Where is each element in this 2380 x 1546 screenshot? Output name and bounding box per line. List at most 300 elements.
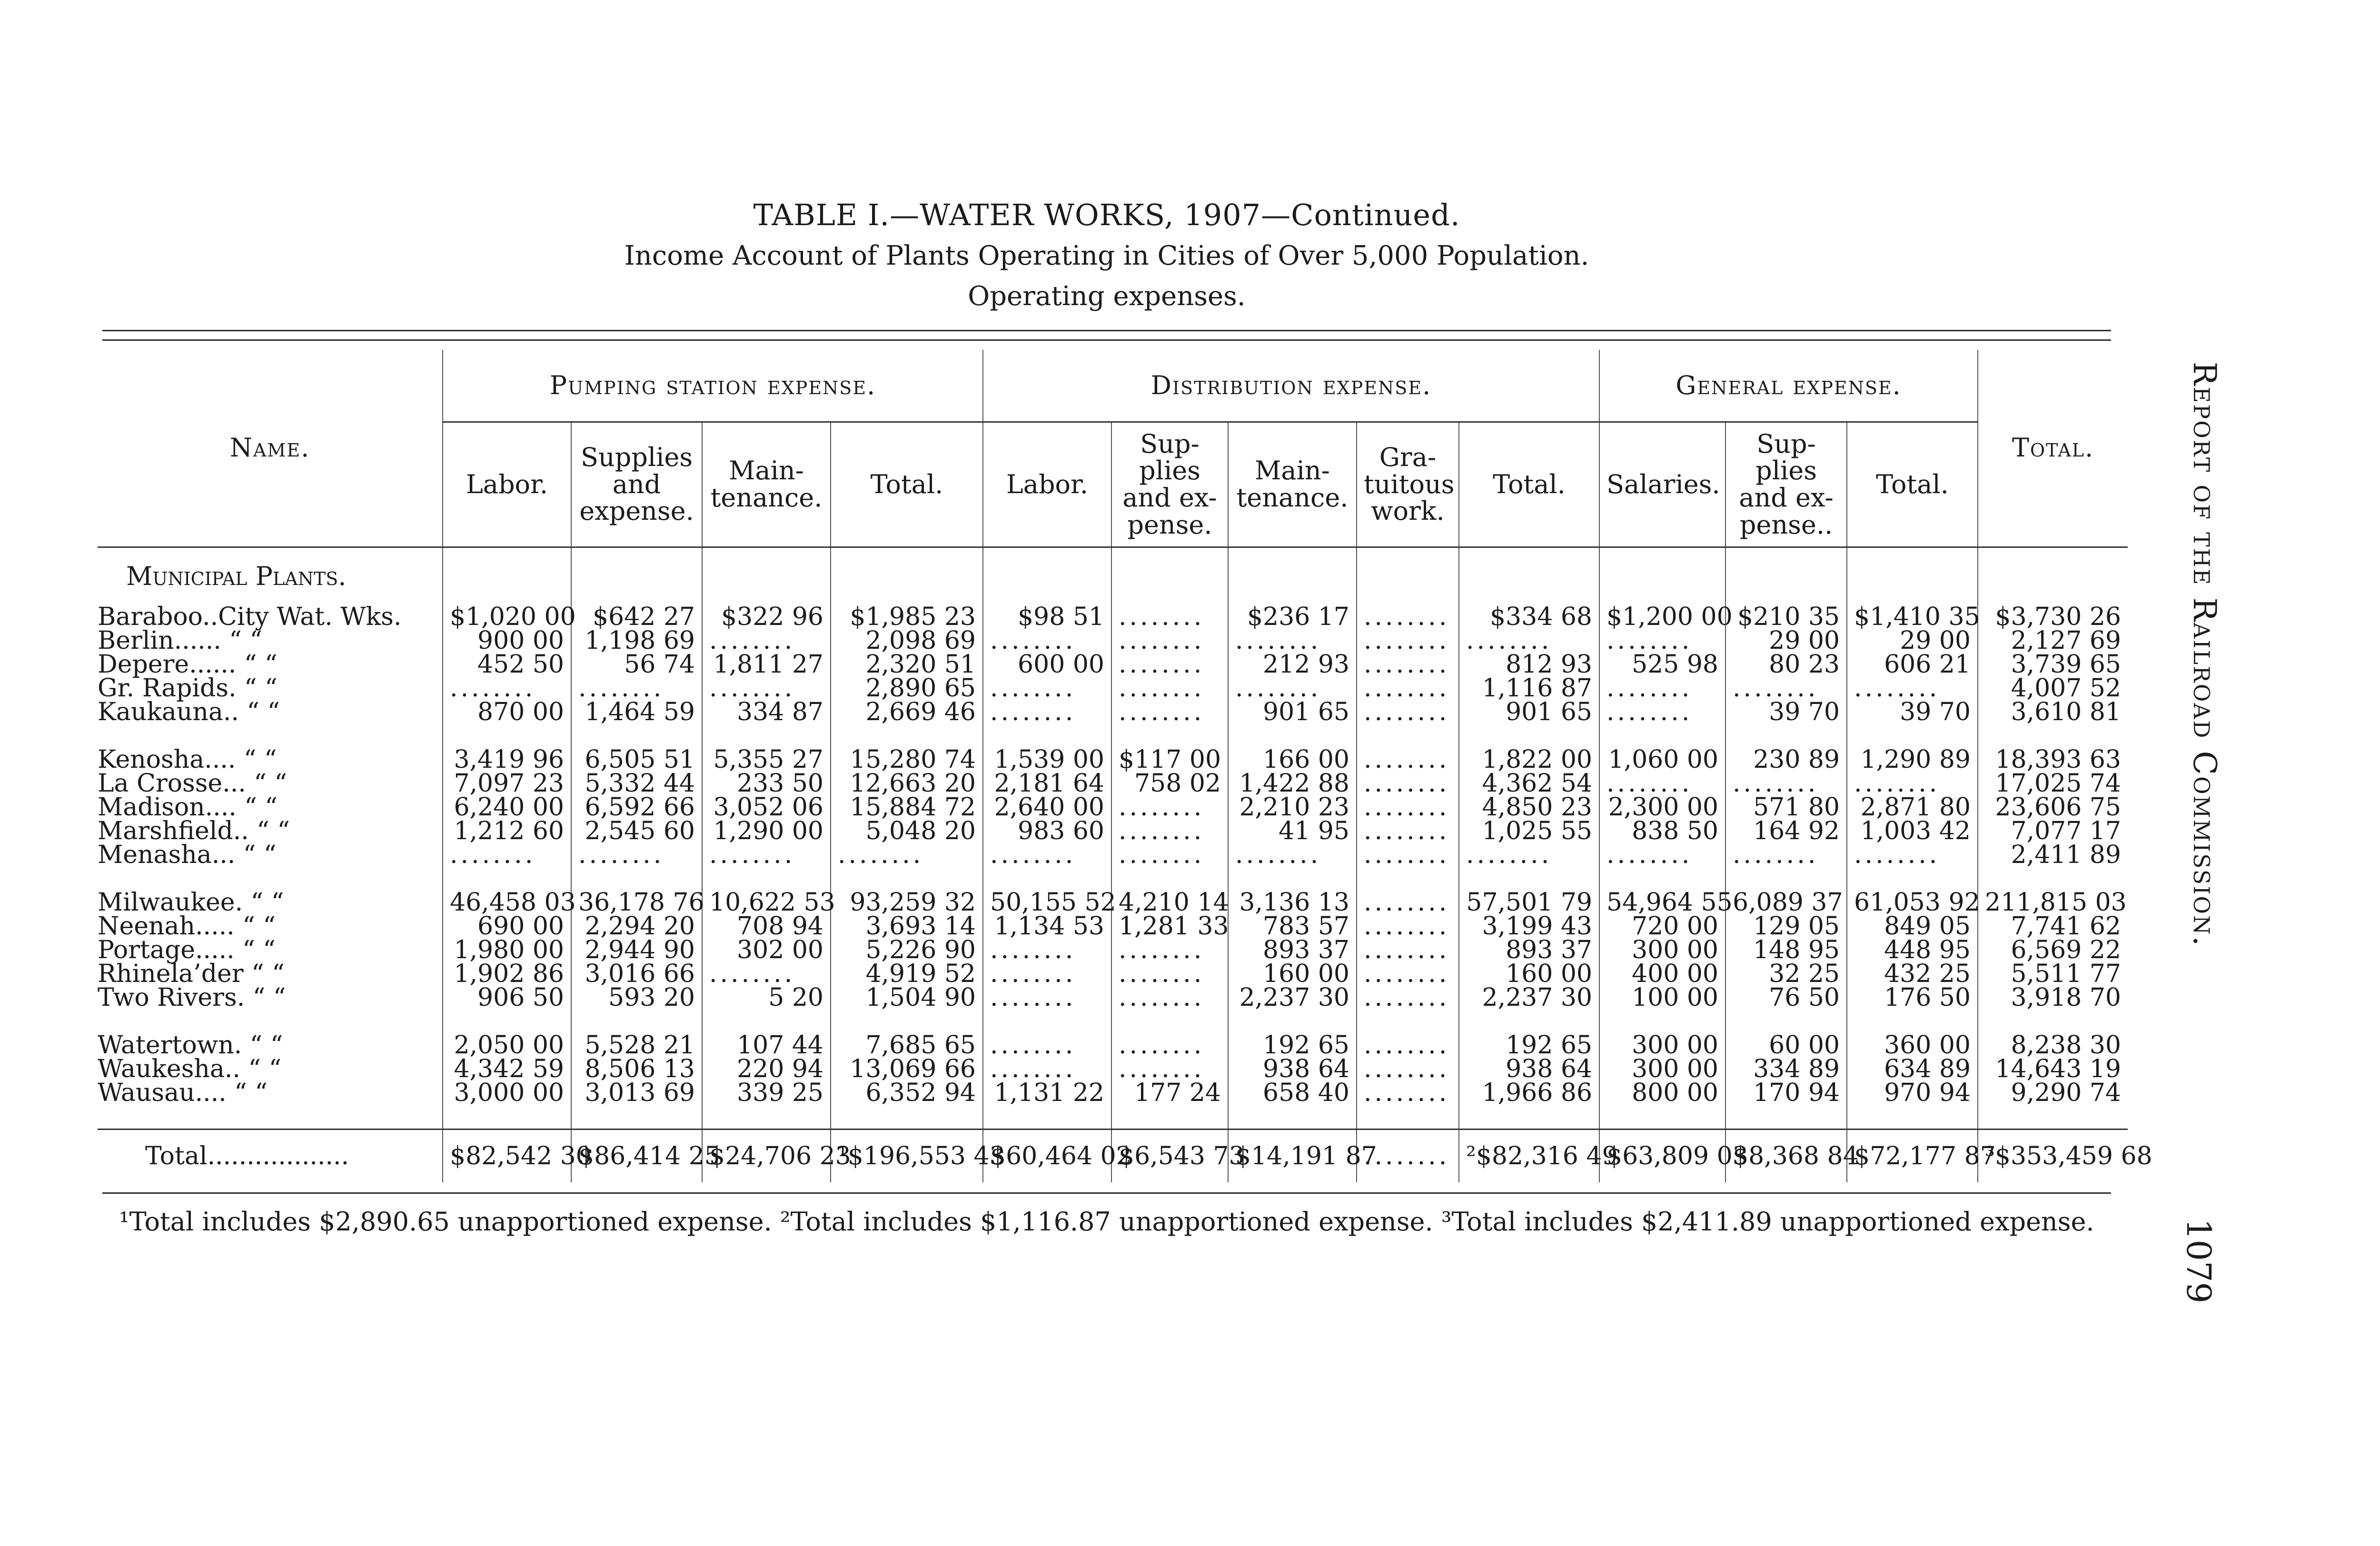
grand-total-cell: 3,918 70 [1978,986,2128,1010]
distribution-supplies-total-cell: $6,543 73 [1111,1130,1228,1183]
grand-total-cell: 2,127 69 [1978,629,2128,653]
pumping-supplies-cell: ........ [571,843,702,867]
distribution-total-cell: 1,116 87 [1459,676,1599,700]
pumping-maintenance-cell: 5 20 [702,986,831,1010]
table-row [98,748,2128,772]
distribution-supplies-header: Sup-plies and ex-pense. [1111,422,1228,547]
general-total-cell: 360 00 [1847,1033,1978,1057]
distribution-labor-cell: ........ [983,1057,1111,1081]
general-supplies-cell: 60 00 [1726,1033,1847,1057]
distribution-labor-total-cell: $60,464 02 [983,1130,1111,1183]
pumping-supplies-cell: 3,016 66 [571,962,702,986]
name-cell: Madison.... “ “ [98,793,278,822]
general-supplies-cell: ........ [1726,676,1847,700]
distribution-maintenance-cell: 783 57 [1228,914,1357,938]
distribution-supplies-cell: ........ [1111,819,1228,843]
distribution-labor-cell: ........ [983,676,1111,700]
distribution-maintenance-cell: 893 37 [1228,938,1357,962]
distribution-gratuitous-cell: ........ [1357,938,1459,962]
pumping-maintenance-cell: $322 96 [702,605,831,629]
grand-total-cell: 14,643 19 [1978,1057,2128,1081]
general-total-cell: 61,053 92 [1847,891,1978,914]
pumping-maintenance-header: Main-tenance. [702,422,831,547]
general-supplies-cell: 6,089 37 [1726,891,1847,914]
general-total-cell: 606 21 [1847,653,1978,676]
pumping-maintenance-cell: 5,355 27 [702,748,831,772]
general-salaries-cell: ........ [1599,676,1726,700]
table-row [98,819,2128,843]
pumping-total-cell: 2,320 51 [831,653,983,676]
general-total-cell: ........ [1847,772,1978,795]
distribution-supplies-cell: ........ [1111,843,1228,867]
table-row [98,986,2128,1010]
pumping-total-cell: 15,884 72 [831,795,983,819]
distribution-maintenance-cell: 1,422 88 [1228,772,1357,795]
general-salaries-total-cell: $63,809 03 [1599,1130,1726,1183]
distribution-maintenance-cell: 41 95 [1228,819,1357,843]
name-cell: Kaukauna.. “ “ [98,698,280,726]
table-row [98,1057,2128,1081]
pumping-maintenance-cell: 1,811 27 [702,653,831,676]
pumping-maintenance-cell: ........ [702,962,831,986]
pumping-labor-cell: 3,419 96 [443,748,571,772]
grand-total-cell: 6,569 22 [1978,938,2128,962]
table-row [98,1081,2128,1105]
name-total-cell: Total.................. [98,1130,443,1183]
general-supplies-cell: 80 23 [1726,653,1847,676]
name-cell: La Crosse... “ “ [98,769,287,798]
general-salaries-cell: 525 98 [1599,653,1726,676]
distribution-maintenance-cell: ........ [1228,676,1357,700]
operating-expenses-table [98,350,2152,1182]
pumping-supplies-cell: 56 74 [571,653,702,676]
distribution-maintenance-cell: 212 93 [1228,653,1357,676]
pumping-supplies-total-cell: $86,414 25 [571,1130,702,1183]
distribution-gratuitous-cell: ........ [1357,676,1459,700]
table-title: TABLE I.—WATER WORKS, 1907—Continued. [753,198,1460,232]
table-row [98,700,2128,724]
distribution-total-cell: 812 93 [1459,653,1599,676]
general-supplies-cell: 571 80 [1726,795,1847,819]
pumping-total-cell: 12,663 20 [831,772,983,795]
distribution-supplies-cell: 4,210 14 [1111,891,1228,914]
name-cell: Milwaukee. “ “ [98,888,284,917]
general-total-cell: 39 70 [1847,700,1978,724]
grand-total-cell: 211,815 03 [1978,891,2128,914]
table-row [98,772,2128,795]
pumping-labor-cell: 4,342 59 [443,1057,571,1081]
distribution-gratuitous-cell: ........ [1357,914,1459,938]
distribution-labor-cell: 1,134 53 [983,914,1111,938]
distribution-total-cell: ........ [1459,843,1599,867]
distribution-maintenance-cell: 658 40 [1228,1081,1357,1105]
pumping-supplies-cell: 2,294 20 [571,914,702,938]
distribution-gratuitous-cell: ........ [1357,748,1459,772]
distribution-total-cell: 901 65 [1459,700,1599,724]
grand-total-cell: 7,077 17 [1978,819,2128,843]
distribution-maintenance-cell: 2,237 30 [1228,986,1357,1010]
pumping-labor-total-cell: $82,542 30 [443,1130,571,1183]
general-salaries-cell: ........ [1599,772,1726,795]
pumping-total-cell: 7,685 65 [831,1033,983,1057]
general-supplies-cell: 39 70 [1726,700,1847,724]
distribution-gratuitous-cell: ........ [1357,653,1459,676]
general-total-cell: 849 05 [1847,914,1978,938]
pumping-total-cell: 13,069 66 [831,1057,983,1081]
name-cell: Kenosha.... “ “ [98,745,277,774]
distribution-supplies-cell: $117 00 [1111,748,1228,772]
distribution-labor-cell: 600 00 [983,653,1111,676]
general-total-cell: 2,871 80 [1847,795,1978,819]
distribution-labor-cell: ........ [983,629,1111,653]
distribution-labor-cell: 50,155 52 [983,891,1111,914]
distribution-supplies-cell: 1,281 33 [1111,914,1228,938]
name-cell: Marshfield.. “ “ [98,817,290,845]
table-row [98,676,2128,700]
distribution-maintenance-cell: 2,210 23 [1228,795,1357,819]
distribution-total-cell: 938 64 [1459,1057,1599,1081]
distribution-supplies-cell: 177 24 [1111,1081,1228,1105]
table-row [98,653,2128,676]
general-salaries-cell: 838 50 [1599,819,1726,843]
pumping-maintenance-cell: 3,052 06 [702,795,831,819]
general-total-cell: $1,410 35 [1847,605,1978,629]
pumping-maintenance-cell: ........ [702,629,831,653]
grand-total-header: Total. [1978,350,2128,547]
distribution-supplies-cell: ........ [1111,962,1228,986]
pumping-supplies-cell: 1,464 59 [571,700,702,724]
table-subtitle-operating: Operating expenses. [968,281,1246,312]
distribution-supplies-cell: ........ [1111,795,1228,819]
spacer-row [98,867,2128,891]
distribution-labor-cell: ........ [983,986,1111,1010]
distribution-gratuitous-total-cell: ........ [1357,1130,1459,1183]
distribution-labor-cell: ........ [983,843,1111,867]
general-salaries-cell: 300 00 [1599,1057,1726,1081]
pumping-supplies-header: Supplies and expense. [571,422,702,547]
distribution-gratuitous-cell: ........ [1357,1081,1459,1105]
name-cell: Gr. Rapids. “ “ [98,674,278,703]
name-cell: Neenah..... “ “ [98,912,276,941]
table-row [98,891,2128,914]
distribution-total-header: Total. [1459,422,1599,547]
distribution-gratuitous-cell: ........ [1357,1033,1459,1057]
distribution-supplies-cell: 758 02 [1111,772,1228,795]
name-cell: Two Rivers. “ “ [98,983,286,1012]
distribution-labor-cell: 1,539 00 [983,748,1111,772]
distribution-maintenance-cell: 901 65 [1228,700,1357,724]
pumping-labor-cell: ........ [443,843,571,867]
general-salaries-cell: ........ [1599,700,1726,724]
distribution-total-cell: 160 00 [1459,962,1599,986]
general-salaries-cell: 2,300 00 [1599,795,1726,819]
general-total-cell: 176 50 [1847,986,1978,1010]
pumping-labor-cell: 900 00 [443,629,571,653]
grand-total-total-cell: ³$353,459 68 [1978,1130,2128,1183]
distribution-total-cell: 3,199 43 [1459,914,1599,938]
general-supplies-cell: ........ [1726,843,1847,867]
general-total-header: Total. [1847,422,1978,547]
distribution-gratuitous-cell: ........ [1357,986,1459,1010]
pumping-labor-cell: 690 00 [443,914,571,938]
grand-total-cell: 7,741 62 [1978,914,2128,938]
general-salaries-cell: 54,964 55 [1599,891,1726,914]
distribution-supplies-cell: ........ [1111,938,1228,962]
distribution-total-cell: $334 68 [1459,605,1599,629]
pumping-supplies-cell: 2,944 90 [571,938,702,962]
distribution-total-cell: 4,850 23 [1459,795,1599,819]
general-header: General expense. [1599,350,1978,422]
pumping-labor-cell: 870 00 [443,700,571,724]
grand-total-cell: 2,411 89 [1978,843,2128,867]
general-total-cell: 448 95 [1847,938,1978,962]
pumping-supplies-cell: ........ [571,676,702,700]
table-row [98,914,2128,938]
pumping-supplies-cell: 5,528 21 [571,1033,702,1057]
distribution-total-total-cell: ²$82,316 49 [1459,1130,1599,1183]
pumping-total-cell: 1,504 90 [831,986,983,1010]
distribution-labor-cell: ........ [983,700,1111,724]
pumping-supplies-cell: 6,592 66 [571,795,702,819]
distribution-maintenance-cell: ........ [1228,629,1357,653]
general-salaries-cell: 1,060 00 [1599,748,1726,772]
totals-row [98,1130,2128,1183]
distribution-gratuitous-cell: ........ [1357,1057,1459,1081]
distribution-gratuitous-cell: ........ [1357,772,1459,795]
general-salaries-cell: 720 00 [1599,914,1726,938]
general-salaries-cell: ........ [1599,629,1726,653]
pumping-total-cell: ........ [831,843,983,867]
distribution-maintenance-cell: 166 00 [1228,748,1357,772]
pumping-maintenance-cell: ........ [702,843,831,867]
pumping-labor-cell: ........ [443,676,571,700]
name-cell: Waukesha.. “ “ [98,1055,282,1083]
general-salaries-cell: 300 00 [1599,938,1726,962]
section-label: Municipal Plants. [126,561,347,591]
general-supplies-header: Sup-plies and ex-pense.. [1726,422,1847,547]
distribution-gratuitous-cell: ........ [1357,629,1459,653]
general-total-cell: 634 89 [1847,1057,1978,1081]
bottom-rule [102,1192,2111,1194]
general-salaries-cell: ........ [1599,843,1726,867]
grand-total-cell: 8,238 30 [1978,1033,2128,1057]
general-supplies-cell: $210 35 [1726,605,1847,629]
spacer-row [98,724,2128,748]
pumping-total-total-cell: ¹$196,553 43 [831,1130,983,1183]
table-row [98,938,2128,962]
distribution-header: Distribution expense. [983,350,1599,422]
general-salaries-cell: $1,200 00 [1599,605,1726,629]
pumping-labor-cell: 3,000 00 [443,1081,571,1105]
page-number: 1079 [2179,1219,2218,1304]
general-supplies-cell: ........ [1726,772,1847,795]
distribution-labor-cell: ........ [983,1033,1111,1057]
general-supplies-cell: 164 92 [1726,819,1847,843]
pumping-total-cell: 15,280 74 [831,748,983,772]
distribution-gratuitous-cell: ........ [1357,843,1459,867]
distribution-total-cell: 192 65 [1459,1033,1599,1057]
table-row [98,605,2128,629]
distribution-labor-cell: ........ [983,962,1111,986]
expense-table-container [98,350,2152,1182]
general-supplies-cell: 230 89 [1726,748,1847,772]
distribution-labor-cell: ........ [983,938,1111,962]
distribution-supplies-cell: ........ [1111,986,1228,1010]
general-salaries-cell: 400 00 [1599,962,1726,986]
name-cell: Berlin...... “ “ [98,626,262,655]
pumping-labor-cell: 906 50 [443,986,571,1010]
top-rule [102,330,2111,331]
grand-total-cell: 23,606 75 [1978,795,2128,819]
distribution-labor-cell: 2,181 64 [983,772,1111,795]
distribution-maintenance-cell: 192 65 [1228,1033,1357,1057]
distribution-gratuitous-cell: ........ [1357,795,1459,819]
distribution-maintenance-cell: 3,136 13 [1228,891,1357,914]
distribution-supplies-cell: ........ [1111,1033,1228,1057]
pumping-labor-cell: 1,980 00 [443,938,571,962]
distribution-maintenance-header: Main-tenance. [1228,422,1357,547]
general-supplies-cell: 148 95 [1726,938,1847,962]
name-cell: Watertown. “ “ [98,1031,283,1060]
pumping-maintenance-cell: 334 87 [702,700,831,724]
grand-total-cell: 3,610 81 [1978,700,2128,724]
pumping-station-header: Pumping station expense. [443,350,983,422]
general-total-cell: ........ [1847,676,1978,700]
general-salaries-header: Salaries. [1599,422,1726,547]
general-total-cell: 1,290 89 [1847,748,1978,772]
name-cell: Baraboo..City Wat. Wks. [98,603,402,631]
distribution-maintenance-cell: 160 00 [1228,962,1357,986]
general-total-total-cell: $72,177 87 [1847,1130,1978,1183]
distribution-total-cell: ........ [1459,629,1599,653]
distribution-total-cell: 4,362 54 [1459,772,1599,795]
name-cell: Wausau.... “ “ [98,1079,268,1107]
pumping-maintenance-cell: 339 25 [702,1081,831,1105]
table-subtitle: Income Account of Plants Operating in Cities of Over 5,000 Population. [624,240,1589,271]
table-row [98,795,2128,819]
general-total-cell: 29 00 [1847,629,1978,653]
general-total-cell: 1,003 42 [1847,819,1978,843]
distribution-supplies-cell: ........ [1111,700,1228,724]
distribution-supplies-cell: ........ [1111,629,1228,653]
distribution-maintenance-cell: 938 64 [1228,1057,1357,1081]
general-salaries-cell: 300 00 [1599,1033,1726,1057]
top-rule-double [102,339,2111,341]
pumping-maintenance-cell: ........ [702,676,831,700]
pumping-supplies-cell: 3,013 69 [571,1081,702,1105]
general-salaries-cell: 800 00 [1599,1081,1726,1105]
spacer-row [98,1010,2128,1033]
pumping-labor-cell: 2,050 00 [443,1033,571,1057]
pumping-supplies-cell: 8,506 13 [571,1057,702,1081]
general-supplies-cell: 29 00 [1726,629,1847,653]
grand-total-cell: $3,730 26 [1978,605,2128,629]
pumping-labor-cell: 6,240 00 [443,795,571,819]
footnote: ¹Total includes $2,890.65 unapportioned expense. ²Total includes $1,116.87 unapportioned expense. ³Total includes $2,411.89 unapportioned expense. [119,1207,2094,1237]
pumping-total-cell: 2,890 65 [831,676,983,700]
name-cell: Portage..... “ “ [98,936,276,964]
name-cell: Depere...... “ “ [98,650,278,679]
grand-total-cell: 17,025 74 [1978,772,2128,795]
pumping-labor-cell: 1,902 86 [443,962,571,986]
pumping-supplies-cell: 1,198 69 [571,629,702,653]
pumping-labor-cell: 1,212 60 [443,819,571,843]
distribution-total-cell: 2,237 30 [1459,986,1599,1010]
distribution-maintenance-cell: $236 17 [1228,605,1357,629]
distribution-gratuitous-cell: ........ [1357,819,1459,843]
pumping-supplies-cell: 36,178 76 [571,891,702,914]
table-body [98,547,2152,1183]
distribution-total-cell: 1,025 55 [1459,819,1599,843]
pumping-supplies-cell: 593 20 [571,986,702,1010]
distribution-gratuitous-cell: ........ [1357,962,1459,986]
distribution-supplies-cell: ........ [1111,676,1228,700]
spacer-row [98,1105,2128,1130]
pumping-total-cell: 3,693 14 [831,914,983,938]
general-supplies-cell: 334 89 [1726,1057,1847,1081]
distribution-gratuitous-cell: ........ [1357,700,1459,724]
pumping-total-cell: 93,259 32 [831,891,983,914]
side-title: Report of the Railroad Commission. [2186,362,2223,948]
distribution-total-cell: 57,501 79 [1459,891,1599,914]
pumping-supplies-cell: 6,505 51 [571,748,702,772]
table-row [98,629,2128,653]
grand-total-cell: 5,511 77 [1978,962,2128,986]
pumping-total-cell: 2,098 69 [831,629,983,653]
general-supplies-cell: 32 25 [1726,962,1847,986]
distribution-labor-header: Labor. [983,422,1111,547]
pumping-maintenance-cell: 220 94 [702,1057,831,1081]
grand-total-cell: 18,393 63 [1978,748,2128,772]
distribution-supplies-cell: ........ [1111,605,1228,629]
distribution-maintenance-total-cell: $14,191 87 [1228,1130,1357,1183]
section-row [98,547,2128,605]
distribution-gratuitous-cell: ........ [1357,891,1459,914]
distribution-labor-cell: 2,640 00 [983,795,1111,819]
pumping-supplies-cell: 5,332 44 [571,772,702,795]
pumping-total-cell: $1,985 23 [831,605,983,629]
general-supplies-cell: 129 05 [1726,914,1847,938]
pumping-total-cell: 5,226 90 [831,938,983,962]
grand-total-cell: 9,290 74 [1978,1081,2128,1105]
distribution-gratuitous-cell: ........ [1357,605,1459,629]
pumping-total-cell: 5,048 20 [831,819,983,843]
pumping-total-header: Total. [831,422,983,547]
general-supplies-cell: 76 50 [1726,986,1847,1010]
name-cell: Rhinela’der “ “ [98,960,285,988]
table-row [98,1033,2128,1057]
distribution-supplies-cell: ........ [1111,653,1228,676]
general-total-cell: 970 94 [1847,1081,1978,1105]
general-supplies-total-cell: $8,368 84 [1726,1130,1847,1183]
distribution-gratuitous-header: Gra-tuitous work. [1357,422,1459,547]
general-salaries-cell: 100 00 [1599,986,1726,1010]
general-total-cell: 432 25 [1847,962,1978,986]
table-row [98,962,2128,986]
pumping-maintenance-cell: 708 94 [702,914,831,938]
distribution-total-cell: 1,822 00 [1459,748,1599,772]
pumping-maintenance-cell: 233 50 [702,772,831,795]
pumping-maintenance-cell: 10,622 53 [702,891,831,914]
running-header-side [2178,362,2230,1147]
distribution-total-cell: 1,966 86 [1459,1081,1599,1105]
distribution-supplies-cell: ........ [1111,1057,1228,1081]
col-name-header: Name. [98,350,443,547]
pumping-labor-cell: 452 50 [443,653,571,676]
pumping-labor-cell: 7,097 23 [443,772,571,795]
pumping-labor-header: Labor. [443,422,571,547]
pumping-maintenance-cell: 302 00 [702,938,831,962]
